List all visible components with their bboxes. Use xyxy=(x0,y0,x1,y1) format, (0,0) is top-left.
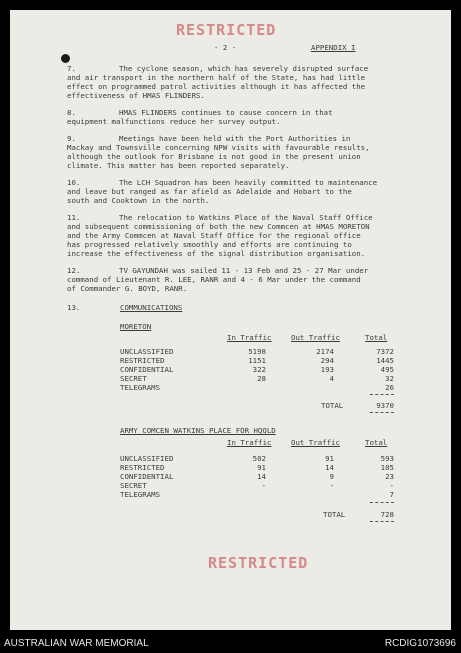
appendix-label: APPENDIX I xyxy=(311,43,356,52)
para-10-num: 10. xyxy=(67,178,81,187)
document-page xyxy=(10,10,451,630)
table-row-label: TELEGRAMS xyxy=(120,490,161,499)
table-cell: 1445 xyxy=(376,356,394,365)
table-cell: 32 xyxy=(385,374,394,383)
table-cell: 5198 xyxy=(248,347,266,356)
restricted-stamp-top: RESTRICTED xyxy=(176,21,277,39)
para-9-line: climate. This matter has been reported separately. xyxy=(67,161,290,170)
table-cell: 1151 xyxy=(248,356,266,365)
army-header-total: Total xyxy=(365,438,388,447)
moreton-header-in: In Traffic xyxy=(227,333,272,342)
table-cell: 495 xyxy=(380,365,394,374)
table-row-label: RESTRICTED xyxy=(120,356,165,365)
para-11-num: 11. xyxy=(67,213,81,222)
sum-rule xyxy=(370,502,394,503)
table-cell: 105 xyxy=(380,463,394,472)
table-row-label: SECRET xyxy=(120,481,147,490)
army-header-in: In Traffic xyxy=(227,438,272,447)
moreton-total-value: 9370 xyxy=(376,401,394,410)
table-cell: 7372 xyxy=(376,347,394,356)
para-7-line: and air transport in the northern half of the State, has had little xyxy=(67,73,366,82)
table-cell: - xyxy=(329,481,334,490)
table-row-label: UNCLASSIFIED xyxy=(120,347,174,356)
footer-archive-name: AUSTRALIAN WAR MEMORIAL xyxy=(4,638,149,649)
para-8-line: equipment malfunctions reduce her survey output. xyxy=(67,117,281,126)
table-cell: 2174 xyxy=(316,347,334,356)
table-cell: 14 xyxy=(325,463,334,472)
table-cell: 7 xyxy=(389,490,394,499)
table-cell: - xyxy=(389,481,394,490)
table-cell: 91 xyxy=(257,463,266,472)
table-row-label: TELEGRAMS xyxy=(120,383,161,392)
punch-hole xyxy=(61,54,70,63)
table-row-label: RESTRICTED xyxy=(120,463,165,472)
footer-record-id: RCDIG1073696 xyxy=(384,638,456,649)
para-10-line: The LCH Squadron has been heavily committed to maintenance xyxy=(119,178,378,187)
para-12-line: command of Lieutenant R. LEE, RANR and 4 - 6 Mar under the command xyxy=(67,275,361,284)
table-cell: 26 xyxy=(385,383,394,392)
para-8-line: HMAS FLINDERS continues to cause concern in that xyxy=(119,108,333,117)
para-9-line: Mackay and Townsville concerning NPW visits with favourable results, xyxy=(67,143,370,152)
moreton-total-label: TOTAL xyxy=(321,401,344,410)
para-7-num: 7. xyxy=(67,64,76,73)
table-row-label: UNCLASSIFIED xyxy=(120,454,174,463)
table-cell: 4 xyxy=(329,374,334,383)
page-number: - 2 - xyxy=(214,43,237,52)
table-cell: 322 xyxy=(252,365,266,374)
moreton-title: MORETON xyxy=(120,322,152,331)
para-12-line: of Commander G. BOYD, RANR. xyxy=(67,284,188,293)
para-11-line: increase the effectiveness of the signal distribution organisation. xyxy=(67,249,366,258)
army-title: ARMY COMCEN WATKINS PLACE FOR HQQLD xyxy=(120,426,276,435)
sum-rule xyxy=(370,394,394,395)
para-12-num: 12. xyxy=(67,266,81,275)
para-13-num: 13. xyxy=(67,303,81,312)
army-total-value: 728 xyxy=(380,510,394,519)
table-cell: 593 xyxy=(380,454,394,463)
para-9-line: although the outlook for Brisbane is not good in the present union xyxy=(67,152,361,161)
para-11-line: The relocation to Watkins Place of the Naval Staff Office xyxy=(119,213,373,222)
para-8-num: 8. xyxy=(67,108,76,117)
para-7-line: The cyclone season, which has severely disrupted surface xyxy=(119,64,369,73)
table-cell: - xyxy=(261,481,266,490)
para-10-line: south and Cooktown in the north. xyxy=(67,196,210,205)
para-11-line: has progressed relatively smoothly and efforts are continuing to xyxy=(67,240,352,249)
table-cell: 9 xyxy=(329,472,334,481)
table-row-label: SECRET xyxy=(120,374,147,383)
sum-rule xyxy=(370,412,394,413)
para-12-line: TV GAYUNDAH was sailed 11 - 13 Feb and 25 - 27 Mar under xyxy=(119,266,369,275)
moreton-header-out: Out Traffic xyxy=(291,333,340,342)
table-cell: 28 xyxy=(257,374,266,383)
table-cell: 502 xyxy=(252,454,266,463)
para-7-line: effect on programmed patrol activities although it has affected the xyxy=(67,82,366,91)
restricted-stamp-bottom: RESTRICTED xyxy=(208,554,309,572)
para-11-line: and subsequent commissioning of both the new Commcen at HMAS MORETON xyxy=(67,222,370,231)
table-cell: 23 xyxy=(385,472,394,481)
table-cell: 91 xyxy=(325,454,334,463)
table-row-label: CONFIDENTIAL xyxy=(120,472,174,481)
table-cell: 14 xyxy=(257,472,266,481)
para-9-num: 9. xyxy=(67,134,76,143)
moreton-header-total: Total xyxy=(365,333,388,342)
table-cell: 193 xyxy=(320,365,334,374)
army-total-label: TOTAL xyxy=(323,510,346,519)
table-cell: 294 xyxy=(320,356,334,365)
communications-heading: COMMUNICATIONS xyxy=(120,303,183,312)
para-9-line: Meetings have been held with the Port Authorities in xyxy=(119,134,351,143)
para-10-line: and leave but ranged as far afield as Adelaide and Hobart to the xyxy=(67,187,352,196)
para-7-line: effectiveness of HMAS FLINDERS. xyxy=(67,91,205,100)
table-row-label: CONFIDENTIAL xyxy=(120,365,174,374)
para-11-line: and the Army Commcen at Naval Staff Office for the regional office xyxy=(67,231,361,240)
sum-rule xyxy=(370,521,394,522)
army-header-out: Out Traffic xyxy=(291,438,340,447)
